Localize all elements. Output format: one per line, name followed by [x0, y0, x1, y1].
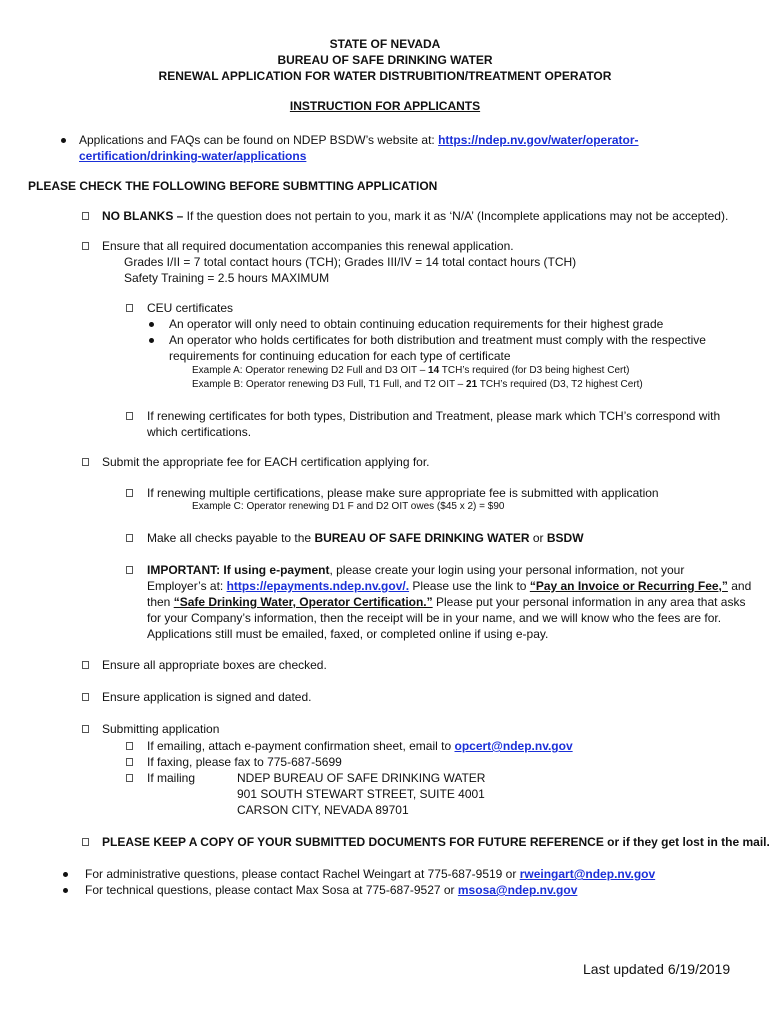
last-updated: Last updated 6/19/2019: [583, 961, 731, 977]
admin-email-link[interactable]: rweingart@ndep.nv.gov: [519, 867, 656, 881]
boxes-checked-checkbox[interactable]: [82, 661, 89, 669]
ceu-bullet-2-cont: requirements for continuing education for each type of certificate: [169, 349, 511, 363]
bullet-icon: [63, 888, 68, 893]
example-c: Example C: Operator renewing D1 F and D2 OIT owes ($45 x 2) = $90: [192, 501, 505, 512]
fee-checkbox[interactable]: [82, 458, 89, 466]
mailing-address-1: NDEP BUREAU OF SAFE DRINKING WATER: [237, 771, 486, 785]
documentation-text: Ensure that all required documentation accompanies this renewal application.: [102, 239, 514, 253]
example-b: Example B: Operator renewing D3 Full, T1 Full, and T2 OIT – 21 TCH’s required (D3, T2 highest Cert): [192, 379, 643, 390]
multiple-fee-text: If renewing multiple certifications, please make sure appropriate fee is submitted with application: [147, 486, 659, 500]
epayments-link[interactable]: https://epayments.ndep.nv.gov/.: [226, 579, 410, 593]
bsdw-website-link[interactable]: https://ndep.nv.gov/water/operator-: [438, 133, 639, 147]
submitting-label: Submitting application: [102, 722, 220, 736]
header-bureau: BUREAU OF SAFE DRINKING WATER: [277, 53, 493, 67]
mailing-address-3: CARSON CITY, NEVADA 89701: [237, 803, 409, 817]
bullet-icon: [149, 338, 154, 343]
no-blanks-label: NO BLANKS –: [102, 209, 184, 223]
emailing-checkbox[interactable]: [126, 742, 133, 750]
no-blanks-item: [102, 208, 728, 224]
header-state: STATE OF NEVADA: [329, 37, 441, 51]
grades-text: Grades I/II = 7 total contact hours (TCH); Grades III/IV = 14 total contact hours (TCH): [124, 255, 577, 269]
epay-line-4: for your Company’s information, then the receipt will be in your name, and we will know who the fees are for.: [147, 611, 722, 625]
emailing-text: If emailing, attach e-payment confirmation sheet, email to opcert@ndep.nv.gov: [147, 739, 573, 753]
documentation-checkbox[interactable]: [82, 242, 89, 250]
epay-line-1: IMPORTANT: If using e-payment, please create your login using your personal information, not your: [147, 563, 685, 577]
boxes-checked-text: Ensure all appropriate boxes are checked.: [102, 658, 327, 672]
faxing-text: If faxing, please fax to 775-687-5699: [147, 755, 342, 769]
header-form-title: RENEWAL APPLICATION FOR WATER DISTRUBITION/TREATMENT OPERATOR: [158, 69, 612, 83]
submitting-checkbox[interactable]: [82, 725, 89, 733]
faxing-checkbox[interactable]: [126, 758, 133, 766]
ceu-checkbox[interactable]: [126, 304, 133, 312]
bullet-icon: [149, 322, 154, 327]
signed-text: Ensure application is signed and dated.: [102, 690, 312, 704]
bullet-icon: [61, 138, 66, 143]
tech-contact: For technical questions, please contact Max Sosa at 775-687-9527 or msosa@ndep.nv.gov: [85, 883, 578, 897]
epay-line-3: then “Safe Drinking Water, Operator Certification.” Please put your personal information in any area that asks: [147, 595, 746, 609]
ceu-label: CEU certificates: [147, 301, 234, 315]
both-types-text: If renewing certificates for both types, Distribution and Treatment, please mark which TCH’s correspond with: [147, 409, 721, 423]
intro-text: Applications and FAQs can be found on NDEP BSDW’s website at:: [79, 133, 439, 147]
epay-checkbox[interactable]: [126, 566, 133, 574]
epay-line-2: Employer’s at: https://epayments.ndep.nv.gov/. Please use the link to “Pay an Invoice or Recurring Fee,” and: [147, 579, 752, 593]
bullet-icon: [63, 872, 68, 877]
epay-line-5: Applications still must be emailed, faxed, or completed online if using e-pay.: [147, 627, 549, 641]
ceu-bullet-1: An operator will only need to obtain continuing education requirements for their highest grade: [169, 317, 664, 331]
bsdw-website-link-cont[interactable]: certification/drinking-water/applications: [79, 149, 307, 163]
payable-checkbox[interactable]: [126, 534, 133, 542]
admin-contact: For administrative questions, please contact Rachel Weingart at 775-687-9519 or rweingart@ndep.nv.gov: [85, 867, 656, 881]
both-types-text-cont: which certifications.: [147, 425, 252, 439]
example-a: Example A: Operator renewing D2 Full and D3 OIT – 14 TCH’s required (for D3 being highest Cert): [192, 365, 630, 376]
mailing-address-2: 901 SOUTH STEWART STREET, SUITE 4001: [237, 787, 485, 801]
payable-text: Make all checks payable to the BUREAU OF SAFE DRINKING WATER or BSDW: [147, 531, 584, 545]
signed-checkbox[interactable]: [82, 693, 89, 701]
no-blanks-checkbox[interactable]: [82, 212, 89, 220]
keep-copy-checkbox[interactable]: [82, 838, 89, 846]
mailing-checkbox[interactable]: [126, 774, 133, 782]
no-blanks-text: If the question does not pertain to you, mark it as ‘N/A’ (Incomplete applications may not be accepted).: [183, 209, 729, 223]
fee-text: Submit the appropriate fee for EACH certification applying for.: [102, 455, 430, 469]
both-types-checkbox[interactable]: [126, 412, 133, 420]
safety-text: Safety Training = 2.5 hours MAXIMUM: [124, 271, 330, 285]
keep-copy-text: PLEASE KEEP A COPY OF YOUR SUBMITTED DOCUMENTS FOR FUTURE REFERENCE or if they get lost in the mail.: [102, 835, 770, 849]
intro-line: [79, 132, 639, 148]
opcert-email-link[interactable]: opcert@ndep.nv.gov: [454, 739, 573, 753]
check-heading: PLEASE CHECK THE FOLLOWING BEFORE SUBMTTING APPLICATION: [28, 179, 438, 193]
ceu-bullet-2: An operator who holds certificates for both distribution and treatment must comply with the respective: [169, 333, 706, 347]
section-title: INSTRUCTION FOR APPLICANTS: [289, 99, 481, 113]
mailing-label: If mailing: [147, 771, 196, 785]
tech-email-link[interactable]: msosa@ndep.nv.gov: [457, 883, 578, 897]
multiple-fee-checkbox[interactable]: [126, 489, 133, 497]
